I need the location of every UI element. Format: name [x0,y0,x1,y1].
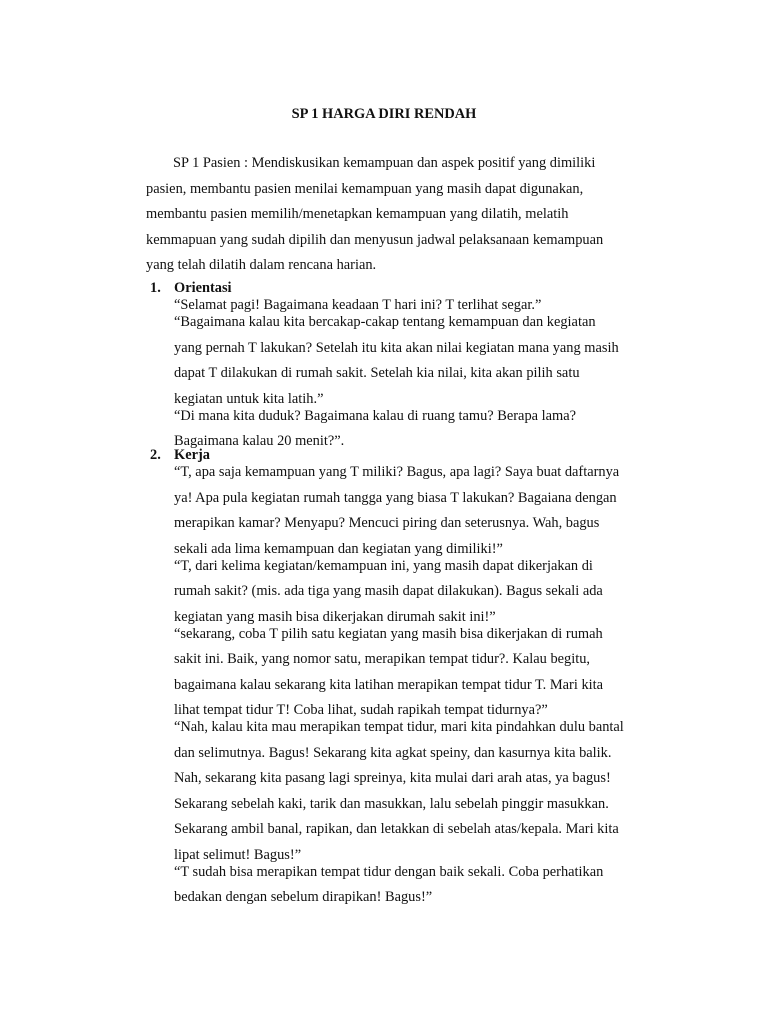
text-line: ya! Apa pula kegiatan rumah tangga yang biasa T lakukan? Bagaiana dengan [174,489,617,506]
text-line: “T, dari kelima kegiatan/kemampuan ini, yang masih dapat dikerjakan di [174,557,593,574]
dialogue-paragraph [174,626,686,720]
text-line: “Bagaimana kalau kita bercakap-cakap tentang kemampuan dan kegiatan [174,314,596,330]
text-line: lihat tempat tidur T! Coba lihat, sudah rapikah tempat tidurnya?” [174,702,548,718]
text-line: Sekarang sebelah kaki, tarik dan masukkan, lalu sebelah pinggir masukkan. [174,795,609,812]
dialogue-paragraph [174,297,686,314]
intro-line: SP 1 Pasien : Mendiskusikan kemampuan dan aspek positif yang dimiliki [173,155,596,171]
page-title: SP 1 HARGA DIRI RENDAH [291,106,477,122]
text-line: “Nah, kalau kita mau merapikan tempat tidur, mari kita pindahkan dulu bantal [174,719,624,735]
text-line: bedakan dengan sebelum dirapikan! Bagus!” [174,889,433,905]
text-line: Bagaimana kalau 20 menit?”. [174,433,345,449]
text-line: bagaimana kalau sekarang kita latihan merapikan tempat tidur T. Mari kita [174,676,604,693]
section-heading [146,279,686,297]
text-line: dapat T dilakukan di rumah sakit. Setelah kia nilai, kita akan pilih satu [174,365,580,381]
text-line: sakit ini. Baik, yang nomor satu, merapikan tempat tidur?. Kalau begitu, [174,651,591,667]
text-line: yang pernah T lakukan? Setelah itu kita akan nilai kegiatan mana yang masih [174,339,619,356]
dialogue-paragraph [174,408,686,451]
text-line: “sekarang, coba T pilih satu kegiatan yang masih bisa dikerjakan di rumah [174,625,603,642]
section-number: 2. [150,447,161,463]
intro-line: pasien, membantu pasien menilai kemampuan yang masih dapat digunakan, [146,180,584,197]
dialogue-paragraph [174,314,686,408]
text-line: dan selimutnya. Bagus! Sekarang kita agkat speiny, dan kasurnya kita balik. [174,744,612,761]
section-orientasi [146,279,686,450]
section-heading [146,446,686,464]
text-line: Nah, sekarang kita pasang lagi spreinya, kita mulai dari arah atas, ya bagus! [174,770,611,786]
text-line: “Selamat pagi! Bagaimana keadaan T hari ini? T terlihat segar.” [174,297,542,313]
text-line: “Di mana kita duduk? Bagaimana kalau di ruang tamu? Berapa lama? [174,407,576,424]
intro-line: yang telah dilatih dalam rencana harian. [146,257,377,274]
text-line: lipat selimut! Bagus!” [174,846,302,863]
text-line: “T, apa saja kemampuan yang T miliki? Bagus, apa lagi? Saya buat daftarnya [174,464,620,480]
text-line: rumah sakit? (mis. ada tiga yang masih dapat dilakukan). Bagus sekali ada [174,583,603,599]
section-kerja [146,446,686,906]
intro-line: kemmapuan yang sudah dipilih dan menyusun jadwal pelaksanaan kemampuan [146,231,604,248]
dialogue-paragraph [174,464,686,558]
intro-paragraph [146,151,666,279]
text-line: Sekarang ambil banal, rapikan, dan letakkan di sebelah atas/kepala. Mari kita [174,821,619,837]
text-line: merapikan kamar? Menyapu? Mencuci piring dan seterusnya. Wah, bagus [174,515,600,531]
section-title: Orientasi [174,280,232,296]
intro-line: membantu pasien memilih/menetapkan kemampuan yang dilatih, melatih [146,206,569,223]
section-title: Kerja [174,447,210,463]
section-number: 1. [150,280,161,296]
dialogue-paragraph [174,719,686,864]
text-line: “T sudah bisa merapikan tempat tidur dengan baik sekali. Coba perhatikan [174,863,604,880]
text-line: kegiatan yang masih bisa dikerjakan dirumah sakit ini!” [174,608,496,625]
text-line: kegiatan untuk kita latih.” [174,390,324,407]
text-line: sekali ada lima kemampuan dan kegiatan yang dimiliki!” [174,540,503,557]
dialogue-paragraph [174,864,686,907]
dialogue-paragraph [174,558,686,626]
